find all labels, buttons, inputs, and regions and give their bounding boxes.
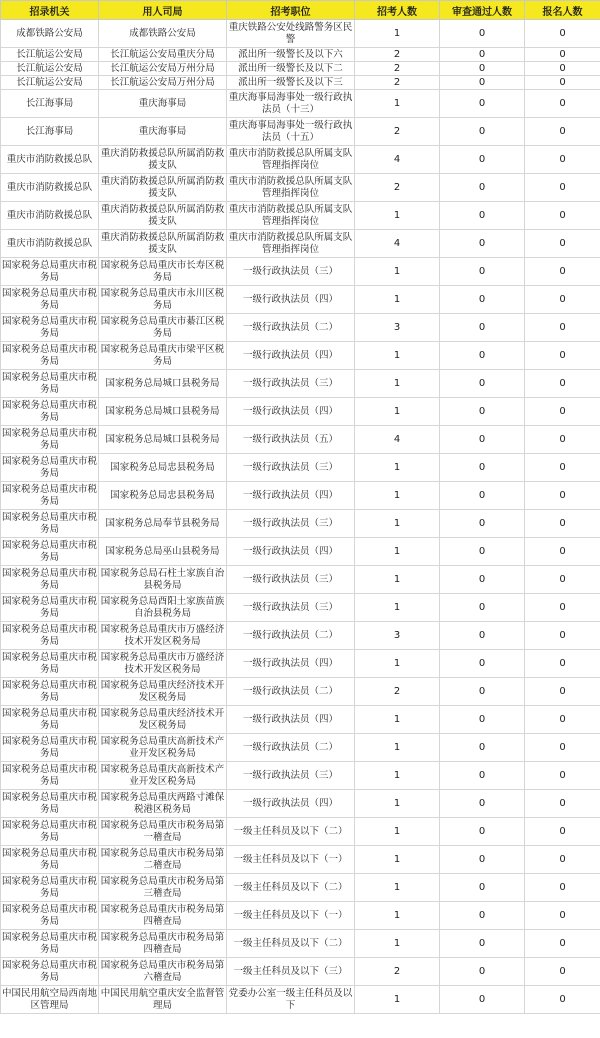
cell-quota: 4 [355,146,440,174]
cell-approved-count: 0 [440,370,525,398]
cell-recruiting-agency: 重庆市消防救援总队 [1,146,99,174]
cell-employing-department: 国家税务总局奉节县税务局 [99,510,227,538]
cell-quota: 1 [355,762,440,790]
cell-quota: 1 [355,650,440,678]
cell-position: 重庆市消防救援总队所属支队管理指挥岗位 [227,174,355,202]
cell-employing-department: 国家税务总局忠县税务局 [99,482,227,510]
cell-position: 一级行政执法员（二） [227,622,355,650]
cell-recruiting-agency: 国家税务总局重庆市税务局 [1,482,99,510]
cell-approved-count: 0 [440,174,525,202]
table-row [1,454,600,482]
cell-applicant-count: 0 [525,566,600,594]
table-row [1,706,600,734]
cell-position: 一级行政执法员（三） [227,594,355,622]
cell-applicant-count: 0 [525,20,600,48]
cell-position: 一级行政执法员（四） [227,398,355,426]
cell-approved-count: 0 [440,48,525,62]
cell-approved-count: 0 [440,482,525,510]
cell-quota: 1 [355,286,440,314]
cell-quota: 1 [355,398,440,426]
cell-position: 一级行政执法员（三） [227,454,355,482]
cell-recruiting-agency: 国家税务总局重庆市税务局 [1,902,99,930]
cell-recruiting-agency: 成都铁路公安局 [1,20,99,48]
cell-applicant-count: 0 [525,76,600,90]
cell-quota: 2 [355,48,440,62]
cell-applicant-count: 0 [525,202,600,230]
cell-approved-count: 0 [440,762,525,790]
cell-position: 一级行政执法员（四） [227,790,355,818]
cell-approved-count: 0 [440,76,525,90]
cell-position: 一级行政执法员（四） [227,286,355,314]
table-row [1,622,600,650]
cell-applicant-count: 0 [525,678,600,706]
cell-applicant-count: 0 [525,902,600,930]
cell-quota: 1 [355,482,440,510]
table-header [1,1,600,20]
table-row [1,986,600,1014]
cell-position: 一级行政执法员（三） [227,762,355,790]
cell-applicant-count: 0 [525,342,600,370]
cell-position: 一级主任科员及以下（三） [227,958,355,986]
cell-applicant-count: 0 [525,62,600,76]
cell-approved-count: 0 [440,286,525,314]
cell-recruiting-agency: 国家税务总局重庆市税务局 [1,370,99,398]
cell-recruiting-agency: 国家税务总局重庆市税务局 [1,930,99,958]
cell-employing-department: 国家税务总局重庆市税务局第二稽查局 [99,846,227,874]
cell-quota: 1 [355,790,440,818]
cell-position: 一级行政执法员（二） [227,678,355,706]
cell-approved-count: 0 [440,902,525,930]
table-row [1,342,600,370]
cell-position: 一级行政执法员（三） [227,510,355,538]
cell-applicant-count: 0 [525,622,600,650]
cell-quota: 1 [355,818,440,846]
cell-position: 一级行政执法员（三） [227,566,355,594]
cell-approved-count: 0 [440,258,525,286]
table-row [1,370,600,398]
cell-applicant-count: 0 [525,958,600,986]
cell-employing-department: 国家税务总局酉阳土家族苗族自治县税务局 [99,594,227,622]
cell-recruiting-agency: 国家税务总局重庆市税务局 [1,314,99,342]
table-row [1,202,600,230]
cell-position: 一级行政执法员（三） [227,258,355,286]
table-row [1,76,600,90]
cell-recruiting-agency: 国家税务总局重庆市税务局 [1,818,99,846]
table-row [1,230,600,258]
cell-quota: 1 [355,566,440,594]
cell-approved-count: 0 [440,426,525,454]
cell-employing-department: 重庆消防救援总队所属消防救援支队 [99,146,227,174]
cell-employing-department: 国家税务总局重庆经济技术开发区税务局 [99,678,227,706]
cell-applicant-count: 0 [525,174,600,202]
cell-employing-department: 国家税务总局重庆市綦江区税务局 [99,314,227,342]
cell-employing-department: 重庆海事局 [99,118,227,146]
cell-approved-count: 0 [440,454,525,482]
cell-approved-count: 0 [440,790,525,818]
cell-recruiting-agency: 国家税务总局重庆市税务局 [1,566,99,594]
cell-position: 一级主任科员及以下（一） [227,846,355,874]
cell-quota: 2 [355,174,440,202]
cell-applicant-count: 0 [525,426,600,454]
cell-position: 重庆市消防救援总队所属支队管理指挥岗位 [227,230,355,258]
cell-position: 重庆海事局海事处一级行政执法员（十五） [227,118,355,146]
cell-quota: 2 [355,958,440,986]
cell-position: 派出所一级警长及以下六 [227,48,355,62]
cell-employing-department: 中国民用航空重庆安全监督管理局 [99,986,227,1014]
cell-applicant-count: 0 [525,818,600,846]
cell-recruiting-agency: 国家税务总局重庆市税务局 [1,426,99,454]
cell-quota: 1 [355,258,440,286]
cell-applicant-count: 0 [525,370,600,398]
header-approved-count: 审查通过人数 [440,1,525,20]
cell-quota: 1 [355,90,440,118]
table-row [1,286,600,314]
header-applicant-count: 报名人数 [525,1,600,20]
cell-recruiting-agency: 国家税务总局重庆市税务局 [1,734,99,762]
cell-approved-count: 0 [440,734,525,762]
cell-recruiting-agency: 国家税务总局重庆市税务局 [1,762,99,790]
cell-employing-department: 成都铁路公安局 [99,20,227,48]
cell-applicant-count: 0 [525,286,600,314]
cell-approved-count: 0 [440,706,525,734]
cell-employing-department: 国家税务总局重庆市长寿区税务局 [99,258,227,286]
cell-employing-department: 国家税务总局城口县税务局 [99,370,227,398]
cell-employing-department: 国家税务总局重庆市梁平区税务局 [99,342,227,370]
table-row [1,174,600,202]
cell-recruiting-agency: 国家税务总局重庆市税务局 [1,538,99,566]
cell-employing-department: 国家税务总局重庆市万盛经济技术开发区税务局 [99,622,227,650]
cell-quota: 4 [355,230,440,258]
cell-recruiting-agency: 长江海事局 [1,118,99,146]
cell-applicant-count: 0 [525,118,600,146]
cell-employing-department: 国家税务总局重庆市税务局第一稽查局 [99,818,227,846]
cell-recruiting-agency: 国家税务总局重庆市税务局 [1,622,99,650]
cell-approved-count: 0 [440,538,525,566]
table-row [1,958,600,986]
cell-recruiting-agency: 国家税务总局重庆市税务局 [1,342,99,370]
cell-employing-department: 国家税务总局城口县税务局 [99,426,227,454]
cell-position: 一级行政执法员（四） [227,538,355,566]
cell-approved-count: 0 [440,510,525,538]
cell-quota: 4 [355,426,440,454]
cell-position: 重庆市消防救援总队所属支队管理指挥岗位 [227,146,355,174]
cell-position: 派出所一级警长及以下二 [227,62,355,76]
cell-applicant-count: 0 [525,930,600,958]
table-row [1,846,600,874]
cell-quota: 2 [355,76,440,90]
cell-applicant-count: 0 [525,734,600,762]
header-quota: 招考人数 [355,1,440,20]
table-row [1,874,600,902]
cell-quota: 1 [355,202,440,230]
cell-approved-count: 0 [440,20,525,48]
cell-position: 一级行政执法员（三） [227,370,355,398]
cell-employing-department: 重庆海事局 [99,90,227,118]
cell-position: 重庆铁路公安处线路警务区民警 [227,20,355,48]
table-row [1,734,600,762]
table-row [1,678,600,706]
cell-quota: 1 [355,538,440,566]
cell-applicant-count: 0 [525,510,600,538]
cell-applicant-count: 0 [525,790,600,818]
cell-approved-count: 0 [440,986,525,1014]
cell-applicant-count: 0 [525,846,600,874]
cell-position: 重庆市消防救援总队所属支队管理指挥岗位 [227,202,355,230]
table-row [1,566,600,594]
cell-position: 派出所一级警长及以下三 [227,76,355,90]
cell-recruiting-agency: 国家税务总局重庆市税务局 [1,846,99,874]
cell-applicant-count: 0 [525,986,600,1014]
cell-employing-department: 重庆消防救援总队所属消防救援支队 [99,202,227,230]
cell-approved-count: 0 [440,566,525,594]
cell-approved-count: 0 [440,314,525,342]
cell-approved-count: 0 [440,398,525,426]
cell-approved-count: 0 [440,342,525,370]
table-row [1,314,600,342]
cell-quota: 1 [355,734,440,762]
cell-recruiting-agency: 国家税务总局重庆市税务局 [1,454,99,482]
cell-recruiting-agency: 国家税务总局重庆市税务局 [1,958,99,986]
cell-position: 一级行政执法员（二） [227,314,355,342]
cell-applicant-count: 0 [525,454,600,482]
cell-recruiting-agency: 国家税务总局重庆市税务局 [1,286,99,314]
cell-recruiting-agency: 国家税务总局重庆市税务局 [1,706,99,734]
cell-applicant-count: 0 [525,594,600,622]
cell-quota: 1 [355,342,440,370]
cell-applicant-count: 0 [525,146,600,174]
cell-applicant-count: 0 [525,258,600,286]
cell-employing-department: 国家税务总局重庆市永川区税务局 [99,286,227,314]
table-row [1,258,600,286]
cell-quota: 1 [355,846,440,874]
cell-recruiting-agency: 国家税务总局重庆市税务局 [1,874,99,902]
cell-recruiting-agency: 长江航运公安局 [1,48,99,62]
cell-employing-department: 国家税务总局重庆市税务局第六稽查局 [99,958,227,986]
cell-employing-department: 国家税务总局重庆市税务局第三稽查局 [99,874,227,902]
cell-recruiting-agency: 长江海事局 [1,90,99,118]
cell-quota: 1 [355,20,440,48]
cell-recruiting-agency: 国家税务总局重庆市税务局 [1,678,99,706]
table-row [1,650,600,678]
cell-approved-count: 0 [440,846,525,874]
cell-employing-department: 国家税务总局石柱土家族自治县税务局 [99,566,227,594]
cell-quota: 1 [355,706,440,734]
table-row [1,594,600,622]
table-row [1,20,600,48]
cell-quota: 3 [355,622,440,650]
cell-approved-count: 0 [440,818,525,846]
cell-recruiting-agency: 国家税务总局重庆市税务局 [1,258,99,286]
cell-applicant-count: 0 [525,650,600,678]
cell-position: 重庆海事局海事处一级行政执法员（十三） [227,90,355,118]
cell-applicant-count: 0 [525,90,600,118]
cell-position: 一级主任科员及以下（二） [227,874,355,902]
cell-employing-department: 重庆消防救援总队所属消防救援支队 [99,174,227,202]
table-row [1,510,600,538]
cell-approved-count: 0 [440,62,525,76]
cell-employing-department: 国家税务总局重庆两路寸滩保税港区税务局 [99,790,227,818]
cell-approved-count: 0 [440,622,525,650]
cell-approved-count: 0 [440,678,525,706]
table-row [1,482,600,510]
cell-applicant-count: 0 [525,482,600,510]
cell-employing-department: 长江航运公安局重庆分局 [99,48,227,62]
cell-applicant-count: 0 [525,538,600,566]
cell-employing-department: 国家税务总局重庆高新技术产业开发区税务局 [99,762,227,790]
header-position: 招考职位 [227,1,355,20]
cell-recruiting-agency: 重庆市消防救援总队 [1,230,99,258]
cell-approved-count: 0 [440,874,525,902]
header-employing-department: 用人司局 [99,1,227,20]
cell-position: 一级主任科员及以下（二） [227,818,355,846]
cell-approved-count: 0 [440,650,525,678]
table-row [1,818,600,846]
cell-recruiting-agency: 国家税务总局重庆市税务局 [1,510,99,538]
cell-employing-department: 国家税务总局重庆市税务局第四稽查局 [99,930,227,958]
cell-recruiting-agency: 重庆市消防救援总队 [1,202,99,230]
cell-applicant-count: 0 [525,398,600,426]
table-body [1,20,600,1014]
cell-applicant-count: 0 [525,874,600,902]
cell-recruiting-agency: 长江航运公安局 [1,62,99,76]
header-recruiting-agency: 招录机关 [1,1,99,20]
table-row [1,790,600,818]
cell-applicant-count: 0 [525,230,600,258]
cell-quota: 2 [355,678,440,706]
table-row [1,48,600,62]
cell-employing-department: 国家税务总局重庆市万盛经济技术开发区税务局 [99,650,227,678]
cell-position: 一级主任科员及以下（二） [227,930,355,958]
cell-employing-department: 国家税务总局巫山县税务局 [99,538,227,566]
table-row [1,902,600,930]
cell-quota: 1 [355,454,440,482]
cell-applicant-count: 0 [525,706,600,734]
cell-approved-count: 0 [440,930,525,958]
cell-employing-department: 重庆消防救援总队所属消防救援支队 [99,230,227,258]
cell-position: 一级行政执法员（五） [227,426,355,454]
cell-employing-department: 国家税务总局忠县税务局 [99,454,227,482]
cell-position: 一级行政执法员（二） [227,734,355,762]
cell-position: 一级行政执法员（四） [227,482,355,510]
cell-approved-count: 0 [440,958,525,986]
cell-employing-department: 长江航运公安局万州分局 [99,62,227,76]
cell-recruiting-agency: 国家税务总局重庆市税务局 [1,650,99,678]
cell-approved-count: 0 [440,90,525,118]
cell-position: 一级主任科员及以下（一） [227,902,355,930]
cell-applicant-count: 0 [525,762,600,790]
cell-quota: 1 [355,370,440,398]
cell-employing-department: 国家税务总局重庆高新技术产业开发区税务局 [99,734,227,762]
cell-approved-count: 0 [440,594,525,622]
table-row [1,62,600,76]
cell-recruiting-agency: 国家税务总局重庆市税务局 [1,790,99,818]
cell-approved-count: 0 [440,118,525,146]
cell-applicant-count: 0 [525,48,600,62]
cell-quota: 1 [355,510,440,538]
table-row [1,398,600,426]
table-row [1,90,600,118]
table-row [1,426,600,454]
cell-quota: 2 [355,118,440,146]
cell-position: 党委办公室一级主任科员及以下 [227,986,355,1014]
table-row [1,762,600,790]
cell-position: 一级行政执法员（四） [227,342,355,370]
cell-position: 一级行政执法员（四） [227,650,355,678]
cell-quota: 2 [355,62,440,76]
cell-quota: 3 [355,314,440,342]
cell-employing-department: 长江航运公安局万州分局 [99,76,227,90]
table-row [1,538,600,566]
table-row [1,118,600,146]
cell-approved-count: 0 [440,202,525,230]
cell-quota: 1 [355,930,440,958]
cell-approved-count: 0 [440,230,525,258]
cell-applicant-count: 0 [525,314,600,342]
cell-quota: 1 [355,902,440,930]
cell-recruiting-agency: 国家税务总局重庆市税务局 [1,398,99,426]
cell-recruiting-agency: 重庆市消防救援总队 [1,174,99,202]
cell-position: 一级行政执法员（四） [227,706,355,734]
table-row [1,930,600,958]
cell-quota: 1 [355,986,440,1014]
cell-employing-department: 国家税务总局重庆经济技术开发区税务局 [99,706,227,734]
table-row [1,146,600,174]
cell-recruiting-agency: 国家税务总局重庆市税务局 [1,594,99,622]
cell-recruiting-agency: 中国民用航空局西南地区管理局 [1,986,99,1014]
cell-employing-department: 国家税务总局城口县税务局 [99,398,227,426]
cell-quota: 1 [355,874,440,902]
cell-approved-count: 0 [440,146,525,174]
cell-employing-department: 国家税务总局重庆市税务局第四稽查局 [99,902,227,930]
cell-quota: 1 [355,594,440,622]
cell-recruiting-agency: 长江航运公安局 [1,76,99,90]
